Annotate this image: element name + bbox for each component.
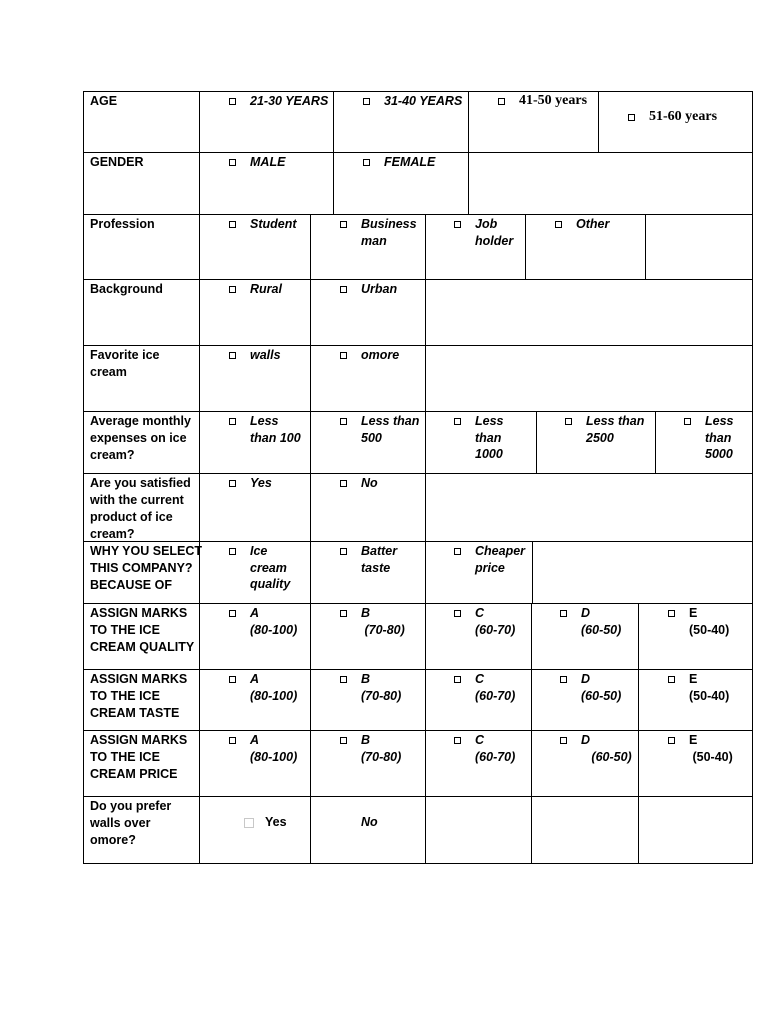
table-rule <box>83 863 753 864</box>
table-rule <box>536 411 537 474</box>
table-rule <box>310 603 311 670</box>
checkbox-icon[interactable] <box>454 418 461 425</box>
option-label: A (80-100) <box>250 672 298 703</box>
option-label: 41-50 years <box>519 93 588 108</box>
table-rule <box>310 214 311 280</box>
checkbox-icon[interactable] <box>229 676 236 683</box>
checkbox-icon[interactable] <box>454 737 461 744</box>
table-rule <box>310 411 311 474</box>
question-label: Are you satisfied with the current product of ice cream? <box>90 476 191 541</box>
table-rule <box>531 796 532 864</box>
question-label: Background <box>90 282 163 296</box>
option-label: Less than 2500 <box>586 414 645 445</box>
option-label: Rural <box>250 282 282 296</box>
option-label: D (60-50) <box>581 672 622 703</box>
table-rule <box>333 91 334 153</box>
table-rule <box>425 473 426 542</box>
checkbox-icon[interactable] <box>229 548 236 555</box>
option-label: 51-60 years <box>649 109 718 124</box>
table-rule <box>83 279 753 280</box>
option-label: 31-40 YEARS <box>384 94 463 108</box>
option-label: Other <box>576 217 610 231</box>
option-label: walls <box>250 348 281 362</box>
option-label: E (50-40) <box>689 606 730 637</box>
table-rule <box>310 669 311 731</box>
table-rule <box>638 796 639 864</box>
option-label: FEMALE <box>384 155 436 169</box>
checkbox-icon[interactable] <box>229 221 236 228</box>
table-rule <box>333 152 334 215</box>
table-rule <box>310 473 311 542</box>
table-rule <box>525 214 526 280</box>
checkbox-icon[interactable] <box>363 98 370 105</box>
question-label: AGE <box>90 94 118 108</box>
checkbox-icon[interactable] <box>340 737 347 744</box>
option-label: Cheaper price <box>475 544 526 575</box>
table-rule <box>83 91 753 92</box>
checkbox-icon[interactable] <box>340 286 347 293</box>
table-rule <box>310 541 311 604</box>
table-rule <box>425 279 426 346</box>
option-label: C (60-70) <box>475 733 516 764</box>
table-rule <box>199 91 200 864</box>
option-label: Yes <box>250 476 272 490</box>
checkbox-icon[interactable] <box>668 610 675 617</box>
option-label: B (70-80) <box>361 606 405 637</box>
option-label: Business man <box>361 217 417 248</box>
table-rule <box>532 541 533 604</box>
option-label: 21-30 YEARS <box>250 94 329 108</box>
checkbox-icon[interactable] <box>340 610 347 617</box>
option-label: A (80-100) <box>250 606 298 637</box>
checkbox-icon[interactable] <box>628 114 635 121</box>
option-label: A (80-100) <box>250 733 298 764</box>
checkbox-icon[interactable] <box>229 98 236 105</box>
option-label: Less than 5000 <box>705 414 734 461</box>
table-rule <box>310 796 311 864</box>
option-label: Less than 100 <box>250 414 301 445</box>
table-rule <box>645 214 646 280</box>
table-rule <box>425 345 426 412</box>
checkbox-icon[interactable] <box>560 610 567 617</box>
table-rule <box>83 345 753 346</box>
question-label: WHY YOU SELECT THIS COMPANY? BECAUSE OF <box>90 544 203 592</box>
checkbox-icon[interactable] <box>340 480 347 487</box>
table-rule <box>638 669 639 731</box>
checkbox-icon[interactable] <box>560 676 567 683</box>
table-rule <box>468 91 469 153</box>
question-label: GENDER <box>90 155 144 169</box>
table-rule <box>752 91 753 864</box>
table-rule <box>425 214 426 280</box>
checkbox-icon[interactable] <box>668 737 675 744</box>
checkbox-icon[interactable] <box>684 418 691 425</box>
option-label: Batter taste <box>361 544 398 575</box>
table-rule <box>83 411 753 412</box>
table-rule <box>83 603 753 604</box>
table-rule <box>425 541 426 604</box>
option-label: Less than 500 <box>361 414 420 445</box>
option-label: No <box>361 476 378 490</box>
option-label: omore <box>361 348 400 362</box>
option-label: Yes <box>265 815 287 829</box>
question-label: Average monthly expenses on ice cream? <box>90 414 191 462</box>
question-label: ASSIGN MARKS TO THE ICE CREAM TASTE <box>90 672 188 720</box>
table-rule <box>83 214 753 215</box>
checkbox-icon[interactable] <box>340 221 347 228</box>
option-label: C (60-70) <box>475 606 516 637</box>
table-rule <box>310 345 311 412</box>
table-rule <box>598 91 599 153</box>
checkbox-icon[interactable] <box>498 98 505 105</box>
table-rule <box>83 152 753 153</box>
option-label: D (60-50) <box>581 733 632 764</box>
checkbox-icon[interactable] <box>244 818 254 828</box>
checkbox-icon[interactable] <box>229 418 236 425</box>
option-label: E (50-40) <box>689 733 733 764</box>
option-label: B (70-80) <box>361 672 402 703</box>
table-rule <box>531 669 532 731</box>
checkbox-icon[interactable] <box>454 610 461 617</box>
checkbox-icon[interactable] <box>454 221 461 228</box>
question-label: ASSIGN MARKS TO THE ICE CREAM PRICE <box>90 733 188 781</box>
option-label: Urban <box>361 282 398 296</box>
checkbox-icon[interactable] <box>229 352 236 359</box>
option-label: No <box>361 815 378 829</box>
table-rule <box>83 796 753 797</box>
checkbox-icon[interactable] <box>454 676 461 683</box>
table-rule <box>638 730 639 797</box>
option-label: MALE <box>250 155 286 169</box>
checkbox-icon[interactable] <box>340 352 347 359</box>
option-label: B (70-80) <box>361 733 402 764</box>
question-label: Do you prefer walls over omore? <box>90 799 172 847</box>
table-rule <box>655 411 656 474</box>
checkbox-icon[interactable] <box>340 676 347 683</box>
table-rule <box>425 730 426 797</box>
checkbox-icon[interactable] <box>560 737 567 744</box>
table-rule <box>310 279 311 346</box>
option-label: Less than 1000 <box>475 414 504 461</box>
option-label: E (50-40) <box>689 672 730 703</box>
checkbox-icon[interactable] <box>454 548 461 555</box>
table-rule <box>531 603 532 670</box>
table-rule <box>638 603 639 670</box>
table-rule <box>83 730 753 731</box>
table-rule <box>310 730 311 797</box>
question-label: ASSIGN MARKS TO THE ICE CREAM QUALITY <box>90 606 195 654</box>
checkbox-icon[interactable] <box>668 676 675 683</box>
checkbox-icon[interactable] <box>229 286 236 293</box>
option-label: Ice cream quality <box>250 544 291 591</box>
checkbox-icon[interactable] <box>340 418 347 425</box>
checkbox-icon[interactable] <box>340 548 347 555</box>
checkbox-icon[interactable] <box>229 480 236 487</box>
option-label: Job holder <box>475 217 514 248</box>
checkbox-icon[interactable] <box>565 418 572 425</box>
question-label: Profession <box>90 217 155 231</box>
table-rule <box>83 91 84 864</box>
table-rule <box>425 796 426 864</box>
option-label: Student <box>250 217 297 231</box>
table-rule <box>83 669 753 670</box>
table-rule <box>425 669 426 731</box>
table-rule <box>531 730 532 797</box>
checkbox-icon[interactable] <box>229 159 236 166</box>
option-label: D (60-50) <box>581 606 622 637</box>
table-rule <box>425 411 426 474</box>
checkbox-icon[interactable] <box>363 159 370 166</box>
checkbox-icon[interactable] <box>229 737 236 744</box>
table-rule <box>468 152 469 215</box>
checkbox-icon[interactable] <box>229 610 236 617</box>
table-rule <box>425 603 426 670</box>
table-rule <box>83 473 753 474</box>
question-label: Favorite ice cream <box>90 348 160 379</box>
option-label: C (60-70) <box>475 672 516 703</box>
checkbox-icon[interactable] <box>555 221 562 228</box>
